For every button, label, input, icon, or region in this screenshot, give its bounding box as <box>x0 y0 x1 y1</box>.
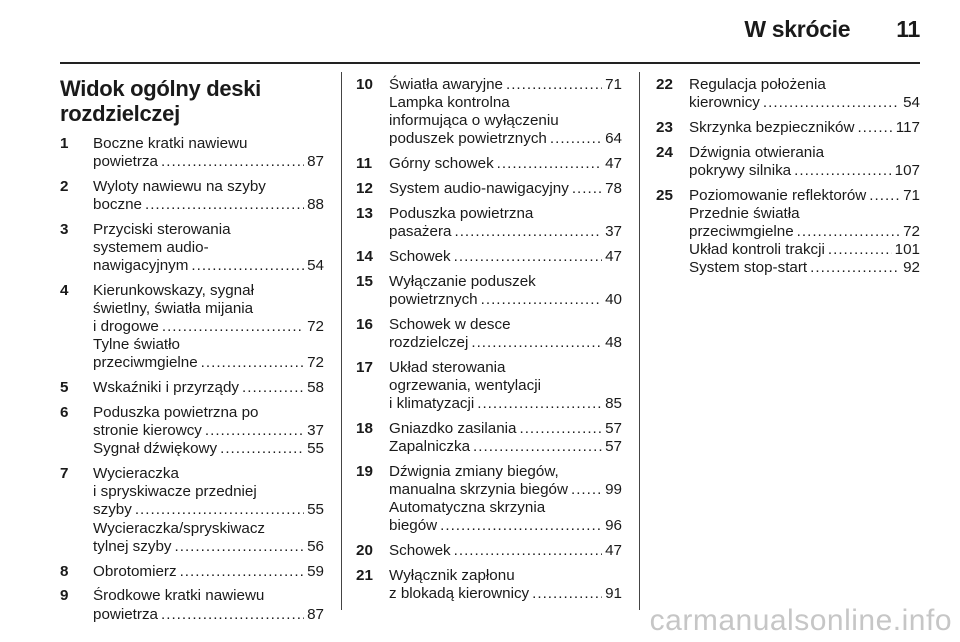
legend-line-with-page <box>389 395 622 413</box>
legend-line-with-page <box>389 438 622 456</box>
legend-lines <box>93 221 324 275</box>
legend-line-with-page <box>689 259 920 277</box>
legend-number: 13 <box>356 204 373 222</box>
legend-lines <box>93 465 324 555</box>
legend-line-text: Schowek <box>389 542 451 560</box>
legend-number: 3 <box>60 220 69 238</box>
legend-line-with-page <box>389 585 622 603</box>
legend-line-text: Schowek <box>389 247 451 265</box>
legend-number: 11 <box>356 155 373 173</box>
legend-line-text: Skrzynka bezpieczników <box>689 118 855 136</box>
legend-number: 19 <box>356 462 373 480</box>
legend-line-text: szyby <box>93 501 132 519</box>
legend-line-text: Gniazdko zasilania <box>389 419 517 437</box>
legend-entry-16 <box>356 316 622 352</box>
legend-entry-14 <box>356 248 622 266</box>
page-reference: 87 <box>307 605 324 623</box>
dot-leader <box>440 517 602 535</box>
legend-line-text: Górny schowek <box>389 155 494 173</box>
page-reference: 55 <box>307 440 324 458</box>
legend-number: 6 <box>60 404 69 422</box>
legend-line-with-page <box>689 223 920 241</box>
legend-lines <box>93 282 324 372</box>
dot-leader <box>454 223 602 241</box>
page-reference: 47 <box>605 247 622 265</box>
page-header <box>744 16 920 43</box>
legend-entry-18 <box>356 420 622 456</box>
legend-number: 21 <box>356 566 373 584</box>
legend-line-text: Przednie światła <box>689 204 800 222</box>
legend-entry-15 <box>356 273 622 309</box>
legend-lines <box>93 404 324 458</box>
legend-entry-24 <box>656 144 920 180</box>
page-reference: 57 <box>605 419 622 437</box>
legend-line-text: Wyloty nawiewu na szyby <box>93 177 266 195</box>
legend-number: 9 <box>60 587 69 605</box>
header-divider <box>60 62 920 64</box>
legend-entry-17 <box>356 359 622 413</box>
legend-line-text: nawigacyjnym <box>93 257 189 275</box>
legend-line-text: przeciwmgielne <box>689 223 794 241</box>
legend-line-with-page <box>389 542 622 560</box>
page-reference: 54 <box>307 257 324 275</box>
dot-leader <box>454 248 602 266</box>
dot-leader <box>175 538 305 556</box>
legend-entry-1 <box>60 135 324 171</box>
legend-entry-2 <box>60 178 324 214</box>
legend-lines <box>389 248 622 266</box>
legend-number: 8 <box>60 562 69 580</box>
legend-line-text: i spryskiwacze przedniej <box>93 483 257 501</box>
legend-lines <box>389 420 622 456</box>
legend-line-text: System stop-start <box>689 259 808 277</box>
page-reference: 88 <box>307 196 324 214</box>
legend-entry-13 <box>356 205 622 241</box>
entry-list-2 <box>356 76 622 603</box>
legend-lines <box>689 187 920 277</box>
legend-line-text: Wycieraczka/spryskiwacz <box>93 519 266 537</box>
legend-lines <box>93 563 324 581</box>
legend-number: 4 <box>60 282 69 300</box>
page-reference: 57 <box>605 437 622 455</box>
legend-line-with-page <box>93 354 324 372</box>
page-reference: 59 <box>307 562 324 580</box>
dot-leader <box>477 395 602 413</box>
legend-line-with-page <box>389 481 622 499</box>
legend-line-text: informująca o wyłączeniu <box>389 112 559 130</box>
legend-line-text: Wskaźniki i przyrządy <box>93 379 239 397</box>
legend-line-text: z blokadą kierownicy <box>389 585 530 603</box>
page-reference: 72 <box>307 354 324 372</box>
dot-leader <box>135 501 304 519</box>
legend-number: 2 <box>60 177 69 195</box>
legend-entry-9 <box>60 587 324 623</box>
legend-line-text: Wyłączanie poduszek <box>389 272 536 290</box>
dot-leader <box>550 130 602 148</box>
legend-line-text: Środkowe kratki nawiewu <box>93 587 265 605</box>
dot-leader <box>532 585 602 603</box>
dot-leader <box>205 422 304 440</box>
legend-number: 7 <box>60 465 69 483</box>
legend-entry-10 <box>356 76 622 148</box>
legend-line-with-page <box>689 94 920 112</box>
dot-leader <box>191 257 304 275</box>
legend-line-with-page <box>93 257 324 275</box>
page-reference: 56 <box>307 537 324 555</box>
legend-line-text: Układ sterowania <box>389 358 506 376</box>
legend-line-text: kierownicy <box>689 94 760 112</box>
legend-number: 17 <box>356 358 373 376</box>
page-reference: 72 <box>903 223 920 241</box>
legend-line-with-page <box>93 318 324 336</box>
dot-leader <box>180 563 305 581</box>
legend-line-with-page <box>389 223 622 241</box>
legend-line-text: powietrza <box>93 605 158 623</box>
page-reference: 55 <box>307 501 324 519</box>
dot-leader <box>572 180 602 198</box>
page-reference: 72 <box>307 318 324 336</box>
legend-entry-11 <box>356 155 622 173</box>
page-reference: 37 <box>605 223 622 241</box>
legend-line-with-page <box>689 187 920 205</box>
dot-leader <box>161 153 304 171</box>
legend-line-with-page <box>93 501 324 519</box>
legend-number: 14 <box>356 247 373 265</box>
legend-number: 22 <box>656 76 673 93</box>
legend-line-with-page <box>389 420 622 438</box>
dot-leader <box>828 241 892 259</box>
legend-number: 5 <box>60 379 69 397</box>
legend-lines <box>389 205 622 241</box>
legend-line-text: i klimatyzacji <box>389 394 475 412</box>
legend-entry-23 <box>656 119 920 137</box>
column-2 <box>356 76 622 610</box>
column-divider-1 <box>341 72 342 610</box>
legend-entry-6 <box>60 404 324 458</box>
page-reference: 47 <box>605 155 622 173</box>
legend-line-text: ogrzewania, wentylacji <box>389 376 541 394</box>
legend-lines <box>389 542 622 560</box>
legend-lines <box>689 76 920 112</box>
legend-lines <box>389 463 622 535</box>
dot-leader <box>797 223 900 241</box>
dot-leader <box>794 162 892 180</box>
legend-lines <box>93 178 324 214</box>
legend-number: 1 <box>60 135 69 152</box>
legend-line-text: Lampka kontrolna <box>389 94 510 112</box>
legend-lines <box>93 587 324 623</box>
entry-list-1 <box>60 135 324 624</box>
column-1 <box>60 76 324 630</box>
page-number: 11 <box>896 16 920 42</box>
legend-line-text: biegów <box>389 517 438 535</box>
legend-line-with-page <box>389 517 622 535</box>
legend-number: 24 <box>656 143 673 161</box>
legend-line-text: Boczne kratki nawiewu <box>93 135 248 152</box>
legend-line-text: Zapalniczka <box>389 437 471 455</box>
legend-line-text: Obrotomierz <box>93 562 177 580</box>
dot-leader <box>145 196 304 214</box>
legend-line-text: poduszek powietrznych <box>389 130 547 148</box>
page-reference: 71 <box>903 186 920 204</box>
column-3 <box>656 76 920 284</box>
legend-line-text: pokrywy silnika <box>689 161 792 179</box>
legend-line-text: rozdzielczej <box>389 333 469 351</box>
legend-line-text: systemem audio- <box>93 239 209 257</box>
dot-leader <box>763 94 900 112</box>
dot-leader <box>242 379 304 397</box>
legend-line-text: Kierunkowskazy, sygnał <box>93 282 254 300</box>
watermark: carmanualsonline.info <box>649 604 952 637</box>
legend-line-text: Wyłącznik zapłonu <box>389 566 515 584</box>
legend-line-text: świetlny, światła mijania <box>93 300 254 318</box>
legend-number: 10 <box>356 76 373 93</box>
legend-line-with-page <box>689 162 920 180</box>
legend-line-with-page <box>93 379 324 397</box>
legend-line-text: Poziomowanie reflektorów <box>689 186 867 204</box>
page-reference: 96 <box>605 517 622 535</box>
page-reference: 85 <box>605 394 622 412</box>
legend-line-text: Regulacja położenia <box>689 76 826 93</box>
dot-leader <box>162 318 304 336</box>
legend-line-text: Układ kontroli trakcji <box>689 241 825 259</box>
legend-number: 25 <box>656 186 673 204</box>
dot-leader <box>857 119 892 137</box>
legend-line-text: Dźwignia zmiany biegów, <box>389 462 559 480</box>
page-reference: 99 <box>605 480 622 498</box>
page-reference: 54 <box>903 94 920 112</box>
legend-number: 12 <box>356 180 373 198</box>
legend-lines <box>389 180 622 198</box>
legend-line-text: przeciwmgielne <box>93 354 198 372</box>
legend-line-text: Światła awaryjne <box>389 76 503 93</box>
dot-leader <box>220 440 304 458</box>
page-reference: 107 <box>894 161 920 179</box>
legend-line-text: Schowek w desce <box>389 315 511 333</box>
legend-line-text: Tylne światło <box>93 336 180 354</box>
legend-entry-21 <box>356 567 622 603</box>
legend-line-text: Sygnał dźwiękowy <box>93 440 218 458</box>
legend-entry-19 <box>356 463 622 535</box>
legend-line-text: Przyciski sterowania <box>93 220 231 238</box>
dot-leader <box>471 334 602 352</box>
dot-leader <box>481 291 602 309</box>
dot-leader <box>571 481 602 499</box>
legend-number: 16 <box>356 315 373 333</box>
dot-leader <box>454 542 602 560</box>
dot-leader <box>201 354 304 372</box>
page-reference: 101 <box>894 241 920 259</box>
dot-leader <box>161 606 304 624</box>
entry-list-3 <box>656 76 920 277</box>
dot-leader <box>519 420 602 438</box>
legend-line-text: pasażera <box>389 223 452 241</box>
legend-entry-7 <box>60 465 324 555</box>
legend-line-with-page <box>389 291 622 309</box>
legend-line-with-page <box>389 334 622 352</box>
legend-line-text: System audio-nawigacyjny <box>389 180 569 198</box>
legend-line-with-page <box>389 130 622 148</box>
dot-leader <box>869 187 900 205</box>
legend-line-with-page <box>389 180 622 198</box>
page-reference: 48 <box>605 333 622 351</box>
page-reference: 58 <box>307 379 324 397</box>
legend-line-text: Wycieraczka <box>93 465 179 483</box>
legend-line-text: tylnej szyby <box>93 537 172 555</box>
page-header-title: W skrócie <box>744 16 851 42</box>
legend-line-with-page <box>93 440 324 458</box>
dot-leader <box>497 155 602 173</box>
page-reference: 78 <box>605 180 622 198</box>
legend-line-with-page <box>93 563 324 581</box>
legend-number: 20 <box>356 542 373 560</box>
legend-number: 23 <box>656 118 673 136</box>
page-reference: 117 <box>895 118 920 136</box>
legend-lines <box>389 155 622 173</box>
legend-line-text: manualna skrzynia biegów <box>389 480 568 498</box>
legend-line-text: i drogowe <box>93 318 159 336</box>
legend-line-text: boczne <box>93 196 142 214</box>
legend-line-with-page <box>389 248 622 266</box>
legend-line-text: Poduszka powietrzna po <box>93 404 259 422</box>
legend-lines <box>389 316 622 352</box>
page-reference: 91 <box>605 585 622 603</box>
legend-lines <box>93 135 324 171</box>
legend-line-with-page <box>389 76 622 94</box>
legend-entry-5 <box>60 379 324 397</box>
legend-line-text: powietrza <box>93 153 158 171</box>
legend-entry-22 <box>656 76 920 112</box>
legend-entry-3 <box>60 221 324 275</box>
legend-line-text: powietrznych <box>389 290 478 308</box>
legend-line-with-page <box>93 538 324 556</box>
legend-line-with-page <box>689 241 920 259</box>
page-reference: 37 <box>307 422 324 440</box>
legend-line-text: stronie kierowcy <box>93 422 202 440</box>
section-title: Widok ogólny deski rozdzielczej <box>60 76 261 126</box>
legend-lines <box>389 273 622 309</box>
legend-lines <box>389 76 622 148</box>
legend-entry-12 <box>356 180 622 198</box>
legend-line-with-page <box>389 155 622 173</box>
page-reference: 40 <box>605 290 622 308</box>
page-reference: 87 <box>307 153 324 171</box>
legend-entry-20 <box>356 542 622 560</box>
legend-number: 18 <box>356 419 373 437</box>
legend-line-with-page <box>689 119 920 137</box>
legend-lines <box>389 359 622 413</box>
dot-leader <box>506 76 602 94</box>
legend-line-with-page <box>93 153 324 171</box>
legend-entry-8 <box>60 563 324 581</box>
legend-entry-4 <box>60 282 324 372</box>
legend-lines <box>689 144 920 180</box>
legend-entry-25 <box>656 187 920 277</box>
legend-line-text: Poduszka powietrzna <box>389 204 534 222</box>
dot-leader <box>810 259 900 277</box>
legend-line-text: Dźwignia otwierania <box>689 143 825 161</box>
page-reference: 92 <box>903 259 920 277</box>
legend-lines <box>93 379 324 397</box>
legend-line-with-page <box>93 196 324 214</box>
page-reference: 71 <box>605 76 622 93</box>
page-reference: 64 <box>605 130 622 148</box>
legend-lines <box>389 567 622 603</box>
legend-lines <box>689 119 920 137</box>
legend-number: 15 <box>356 272 373 290</box>
column-divider-2 <box>639 72 640 610</box>
legend-line-with-page <box>93 422 324 440</box>
page-reference: 47 <box>605 542 622 560</box>
legend-line-with-page <box>93 606 324 624</box>
dot-leader <box>473 438 602 456</box>
legend-line-text: Automatyczna skrzynia <box>389 499 546 517</box>
